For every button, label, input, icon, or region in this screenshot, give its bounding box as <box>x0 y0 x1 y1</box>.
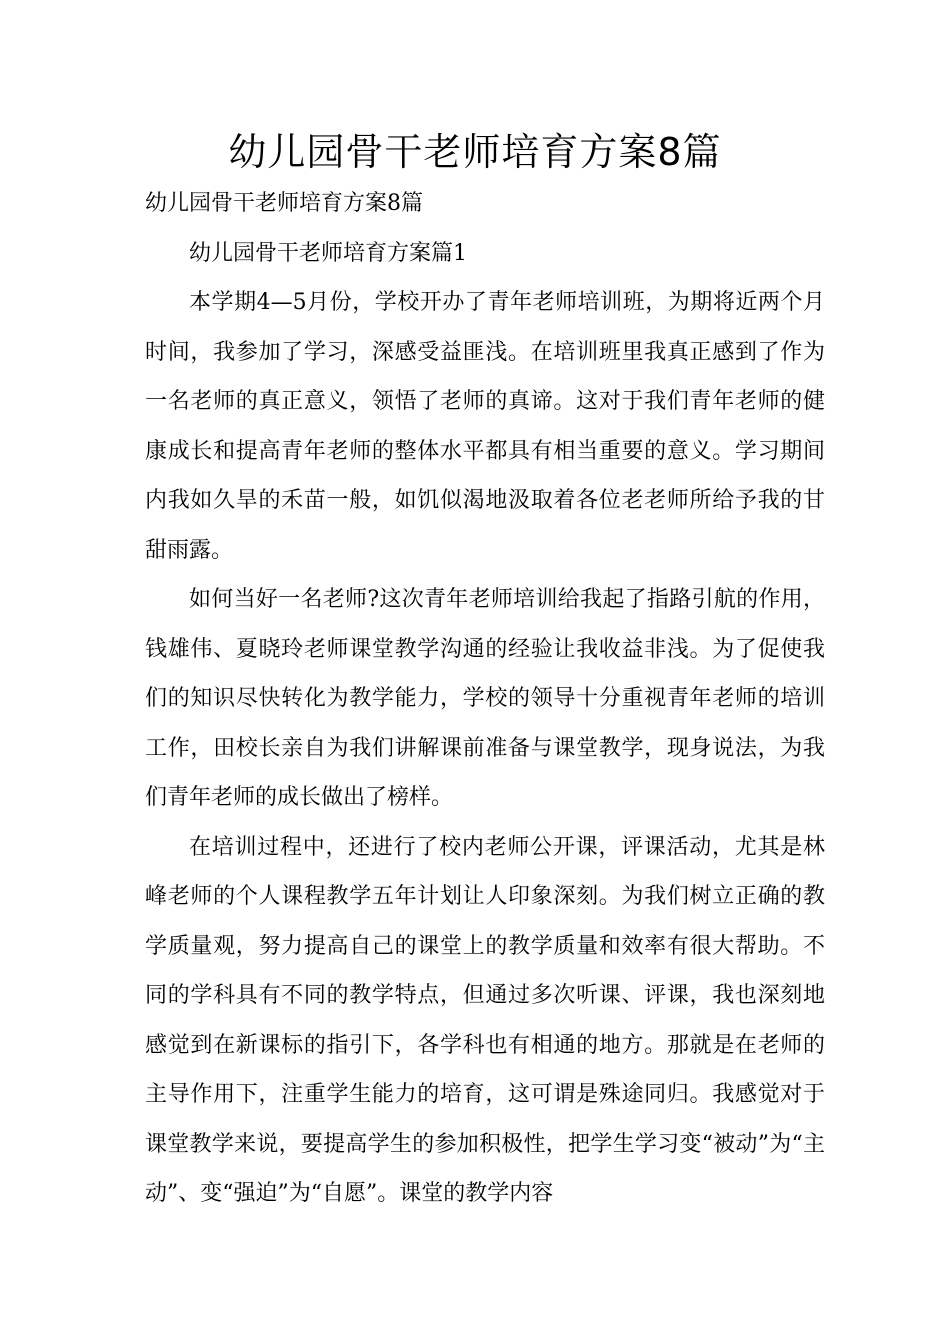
document-title: 幼儿园骨干老师培育方案8篇 <box>228 130 722 174</box>
section-heading: 幼儿园骨干老师培育方案篇1 <box>189 240 467 266</box>
document-body <box>145 179 825 1219</box>
paragraph-3: 在培训过程中，还进行了校内老师公开课，评课活动，尤其是林峰老师的个人课程教学五年计划让人印象深刻。为我们树立正确的教学质量观，努力提高自己的课堂上的教学质量和效率有很大帮助。不同的学科具有不同的教学特点，但通过多次听课、评课，我也深刻地感觉到在新课标的指引下，各学科也有相通的地方。那就是在老师的主导作用下，注重学生能力的培育，这可谓是殊途同归。我感觉对于课堂教学来说，要提高学生的参加积极性，把学生学习变“被动”为“主动”、变“强迫”为“自愿”。课堂的教学内容 <box>145 834 825 1206</box>
document-subtitle: 幼儿园骨干老师培育方案8篇 <box>145 191 423 216</box>
paragraph-2: 如何当好一名老师?这次青年老师培训给我起了指路引航的作用，钱雄伟、夏晓玲老师课堂教学沟通的经验让我收益非浅。为了促使我们的知识尽快转化为教学能力，学校的领导十分重视青年老师的培训工作，田校长亲自为我们讲解课前准备与课堂教学，现身说法，为我们青年老师的成长做出了榜样。 <box>145 587 825 810</box>
paragraph-1: 本学期4—5月份，学校开办了青年老师培训班，为期将近两个月时间，我参加了学习，深感受益匪浅。在培训班里我真正感到了作为一名老师的真正意义，领悟了老师的真谛。这对于我们青年老师的健康成长和提高青年老师的整体水平都具有相当重要的意义。学习期间内我如久旱的禾苗一般，如饥似渴地汲取着各位老老师所给予我的甘甜雨露。 <box>145 290 825 563</box>
